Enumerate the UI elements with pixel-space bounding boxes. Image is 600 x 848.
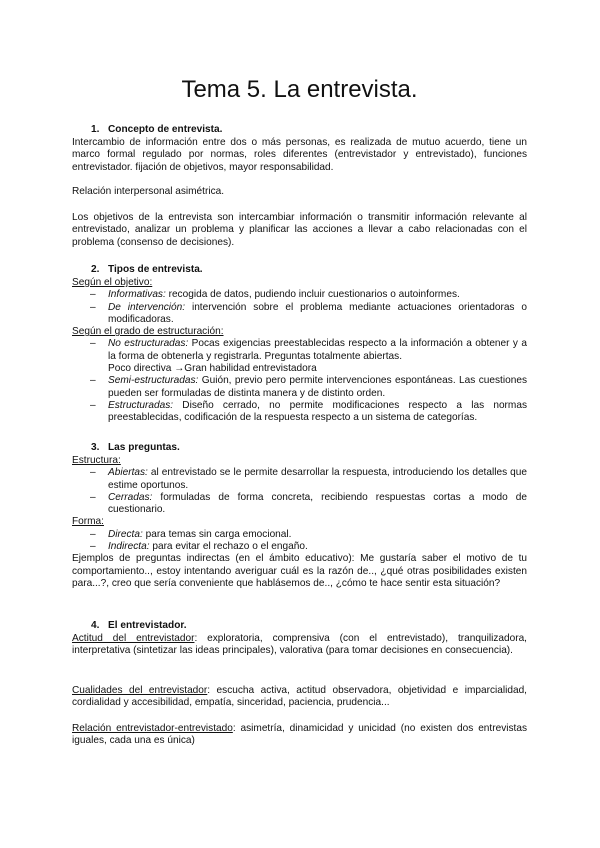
objectives-paragraph: Los objetivos de la entrevista son intercambiar información o transmitir información relevante al entrevistado, analizar un problema y planificar las acciones a llevar a cabo relacionadas con el problema (consenso de decisiones). bbox=[72, 212, 527, 248]
item-text: para evitar el rechazo o el engaño. bbox=[149, 541, 308, 553]
questions-list-block bbox=[72, 455, 527, 590]
list-item bbox=[72, 492, 527, 517]
item-text: intervención sobre el problema mediante actuaciones orientadoras o modificadoras. bbox=[108, 301, 527, 325]
attitude-paragraph bbox=[72, 633, 527, 658]
paragraph-label: Relación entrevistador-entrevistado bbox=[72, 723, 233, 734]
relation-paragraph: Relación interpersonal asimétrica. bbox=[72, 186, 225, 197]
list-item bbox=[72, 289, 527, 301]
paragraph-text: : asimetría, dinamicidad y unicidad (no existen dos entrevistas iguales, cada una es única) bbox=[72, 723, 528, 747]
examples-paragraph: Ejemplos de preguntas indirectas (en el ámbito educativo): Me gustaría saber el motivo de tu comportamiento.., estoy intentando averiguar cuál es la razón de.., ¿qué otras posibilidades existen para...?, creo que sería conveniente que hablásemos de.., ¿cómo te hace sentir esta situación? bbox=[72, 553, 527, 589]
item-term: Semi-estructuradas: bbox=[108, 375, 199, 387]
paragraph-text: : exploratoria, comprensiva (con el entrevistado), tranquilizadora, interpretativa (sintetizar las ideas principales), valorativa (para tomar decisiones en consecuencia). bbox=[72, 633, 527, 657]
relationship-paragraph bbox=[72, 723, 527, 748]
item-text: para temas sin carga emocional. bbox=[142, 528, 292, 540]
section-number: 1. bbox=[91, 124, 100, 135]
list-item bbox=[72, 302, 527, 327]
item-term: No estructuradas: bbox=[108, 338, 189, 350]
item-term: Estructuradas: bbox=[108, 399, 174, 411]
item-term: Directa: bbox=[108, 528, 143, 540]
qualities-paragraph bbox=[72, 685, 527, 710]
subheading-by-structure: Según el grado de estructuración: bbox=[72, 326, 224, 338]
list-item bbox=[72, 541, 527, 553]
page-title: Tema 5. La entrevista. bbox=[181, 76, 418, 103]
item-text: recogida de datos, pudiendo incluir cuestionarios o autoinformes. bbox=[165, 289, 460, 301]
section-4-heading bbox=[72, 620, 546, 632]
section-title: Concepto de entrevista. bbox=[108, 124, 223, 135]
item-text: al entrevistado se le permite desarrollar la respuesta, introduciendo los detalles que estime oportunos. bbox=[108, 467, 527, 491]
subheading-by-objective: Según el objetivo: bbox=[72, 277, 153, 288]
section-title: El entrevistador. bbox=[108, 620, 187, 631]
subheading-structure: Estructura: bbox=[72, 455, 121, 466]
section-title: Las preguntas. bbox=[108, 442, 180, 453]
section-number: 3. bbox=[91, 442, 100, 453]
section-number: 4. bbox=[91, 620, 100, 631]
paragraph-label: Cualidades del entrevistador bbox=[72, 685, 208, 696]
list-item bbox=[72, 375, 527, 400]
list-item bbox=[72, 467, 527, 492]
item-text: Pocas exigencias preestablecidas respecto a la información a obtener y a la forma de obtenerla y registrarla. Preguntas totalmente abiertas. bbox=[108, 338, 527, 362]
item-note: Poco directiva →Gran habilidad entrevistadora bbox=[108, 363, 317, 375]
form-question-list bbox=[72, 529, 527, 554]
item-term: Informativas: bbox=[108, 289, 166, 301]
section-1-heading bbox=[72, 124, 546, 136]
subheading-form: Forma: bbox=[72, 516, 104, 528]
item-term: De intervención: bbox=[108, 301, 186, 313]
item-term: Indirecta: bbox=[108, 541, 150, 553]
item-text: formuladas de forma concreta, recibiendo respuestas cortas a modo de cuestionario. bbox=[108, 491, 527, 516]
item-text: Diseño cerrado, no permite modificaciones respecto a las normas preestablecidas, codificación de la respuesta respecto a un sistema de categorías. bbox=[108, 399, 527, 424]
concept-paragraph: Intercambio de información entre dos o más personas, es realizada de mutuo acuerdo, tiene un marco formal regulado por normas, roles diferentes (entrevistador y entrevistado), funciones entrevistador. fijación de objetivos, mayor responsabilidad. bbox=[72, 137, 527, 173]
item-term: Cerradas: bbox=[108, 491, 153, 503]
objective-list bbox=[72, 289, 527, 326]
item-text: Guión, previo pero permite intervenciones espontáneas. Las cuestiones pueden ser formuladas de distinta manera y de distinto orden. bbox=[108, 375, 527, 399]
section-title: Tipos de entrevista. bbox=[108, 264, 203, 275]
paragraph-label: Actitud del entrevistador bbox=[72, 633, 195, 644]
types-list-block bbox=[72, 277, 527, 425]
structure-list bbox=[72, 338, 527, 424]
list-item bbox=[72, 400, 527, 425]
section-number: 2. bbox=[91, 264, 100, 275]
item-term: Abiertas: bbox=[108, 467, 148, 479]
list-item bbox=[72, 338, 527, 375]
section-2-heading bbox=[72, 264, 546, 276]
list-item bbox=[72, 529, 527, 541]
paragraph-text: : escucha activa, actitud observadora, objetividad e imparcialidad, cordialidad y accesibilidad, empatía, sinceridad, paciencia, prudencia... bbox=[72, 685, 527, 709]
structure-question-list bbox=[72, 467, 527, 516]
section-3-heading bbox=[72, 442, 546, 454]
